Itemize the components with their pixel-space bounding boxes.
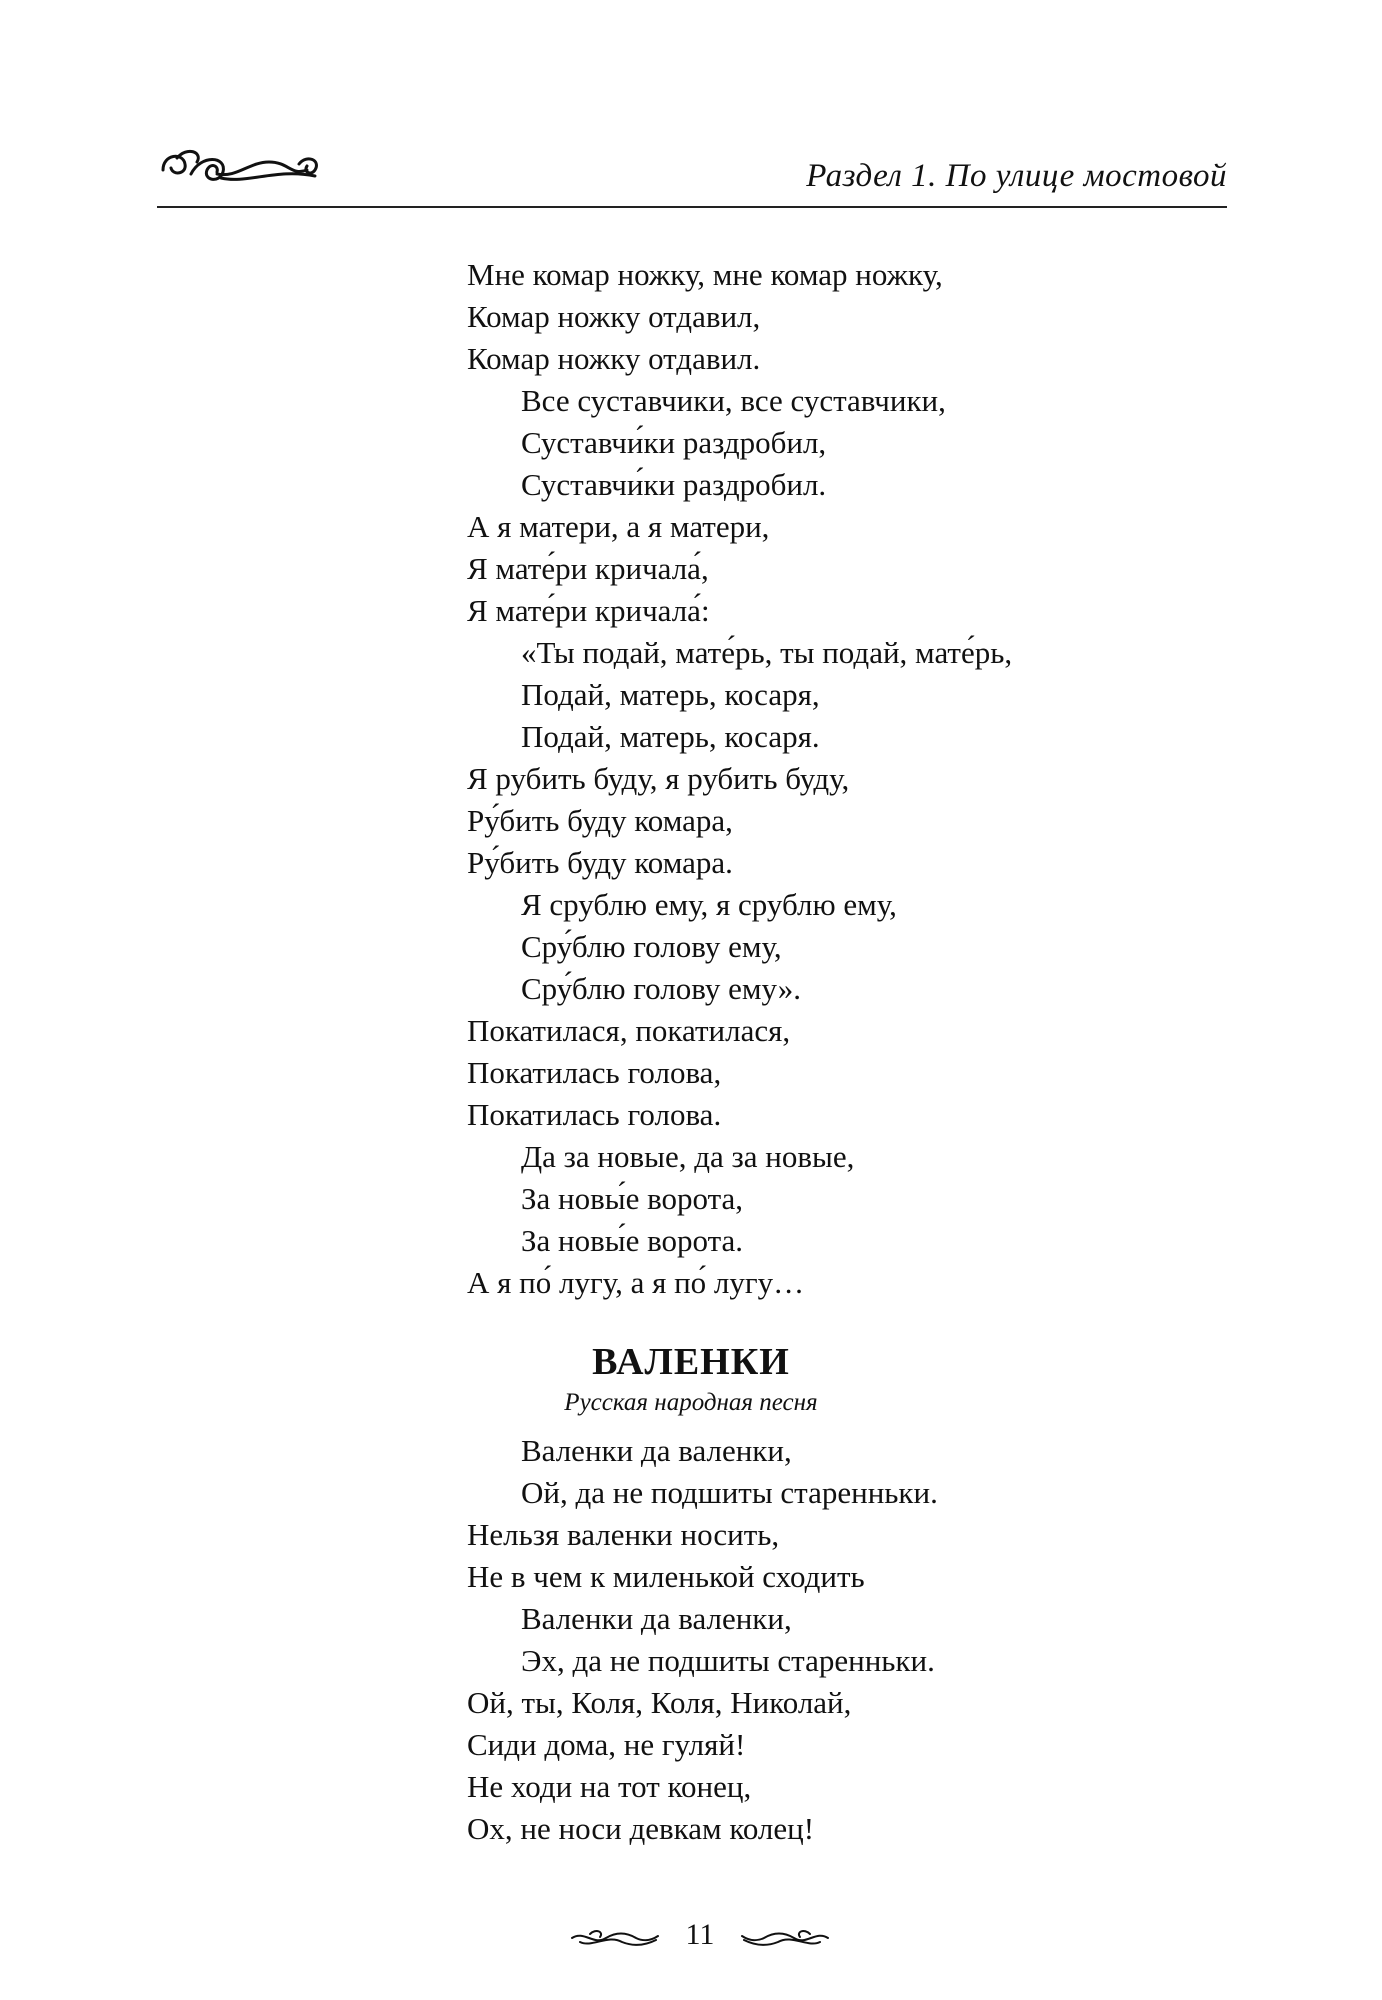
- verse-line: За новы́е ворота,: [521, 1181, 744, 1216]
- verse-line: Ох, не носи девкам колец!: [467, 1811, 815, 1846]
- verse-line: Эх, да не подшиты старенньки.: [521, 1643, 935, 1678]
- verse-line: Нельзя валенки носить,: [467, 1517, 780, 1552]
- verse-line: Сру́блю голову ему».: [521, 971, 801, 1006]
- verse-line: Комар ножку отдавил.: [467, 341, 761, 376]
- verse-line: Покатилась голова,: [467, 1055, 722, 1090]
- verse-line: Ру́бить буду комара.: [467, 845, 733, 880]
- verse-line: Ой, ты, Коля, Коля, Николай,: [467, 1685, 852, 1720]
- verse-line: А я по́ лугу, а я по́ лугу…: [467, 1265, 805, 1300]
- flourish-ornament-icon: [157, 140, 327, 192]
- verse-line: Валенки да валенки,: [521, 1433, 792, 1468]
- page-number: 11: [685, 1918, 715, 1951]
- verse-line: Покатилась голова.: [467, 1097, 722, 1132]
- header-divider: [157, 206, 1227, 208]
- verse-line: Суставчи́ки раздробил.: [521, 467, 827, 502]
- verse-line: Ру́бить буду комара,: [467, 803, 733, 838]
- verse-line: Сиди дома, не гуляй!: [467, 1727, 746, 1762]
- verse-line: Я рубить буду, я рубить буду,: [467, 761, 850, 796]
- section-title: Раздел 1. По улице мостовой: [806, 158, 1227, 194]
- song-title: ВАЛЕНКИ: [592, 1341, 790, 1383]
- verse-line: Подай, матерь, косаря.: [521, 719, 820, 754]
- verse-line: А я матери, а я матери,: [467, 509, 770, 544]
- footer-ornament-left-icon: [570, 1926, 660, 1950]
- page-header: [157, 140, 1227, 210]
- verse-line: Мне комар ножку, мне комар ножку,: [467, 257, 943, 292]
- verse-line: Я мате́ри кричала́:: [467, 593, 710, 628]
- verse-line: Я срублю ему, я срублю ему,: [521, 887, 897, 922]
- song-subtitle: Русская народная песня: [564, 1389, 818, 1416]
- verse-line: Да за новые, да за новые,: [521, 1139, 855, 1174]
- verse-line: Не в чем к миленькой сходить: [467, 1559, 865, 1594]
- page-footer: [570, 1918, 830, 1958]
- verse-line: Не ходи на тот конец,: [467, 1769, 752, 1804]
- verse-line: Ой, да не подшиты старенньки.: [521, 1475, 938, 1510]
- song-text-part1: [467, 254, 1267, 1304]
- verse-line: Валенки да валенки,: [521, 1601, 792, 1636]
- song-text-part2: [467, 1430, 1267, 1850]
- verse-line: Покатилася, покатилася,: [467, 1013, 791, 1048]
- verse-line: Подай, матерь, косаря,: [521, 677, 820, 712]
- verse-line: «Ты подай, мате́рь, ты подай, мате́рь,: [521, 635, 1013, 670]
- footer-ornament-right-icon: [740, 1926, 830, 1950]
- verse-line: Комар ножку отдавил,: [467, 299, 761, 334]
- verse-line: Я мате́ри кричала́,: [467, 551, 709, 586]
- verse-line: Все суставчики, все суставчики,: [521, 383, 946, 418]
- verse-line: Суставчи́ки раздробил,: [521, 425, 827, 460]
- verse-line: За новы́е ворота.: [521, 1223, 744, 1258]
- verse-line: Сру́блю голову ему,: [521, 929, 782, 964]
